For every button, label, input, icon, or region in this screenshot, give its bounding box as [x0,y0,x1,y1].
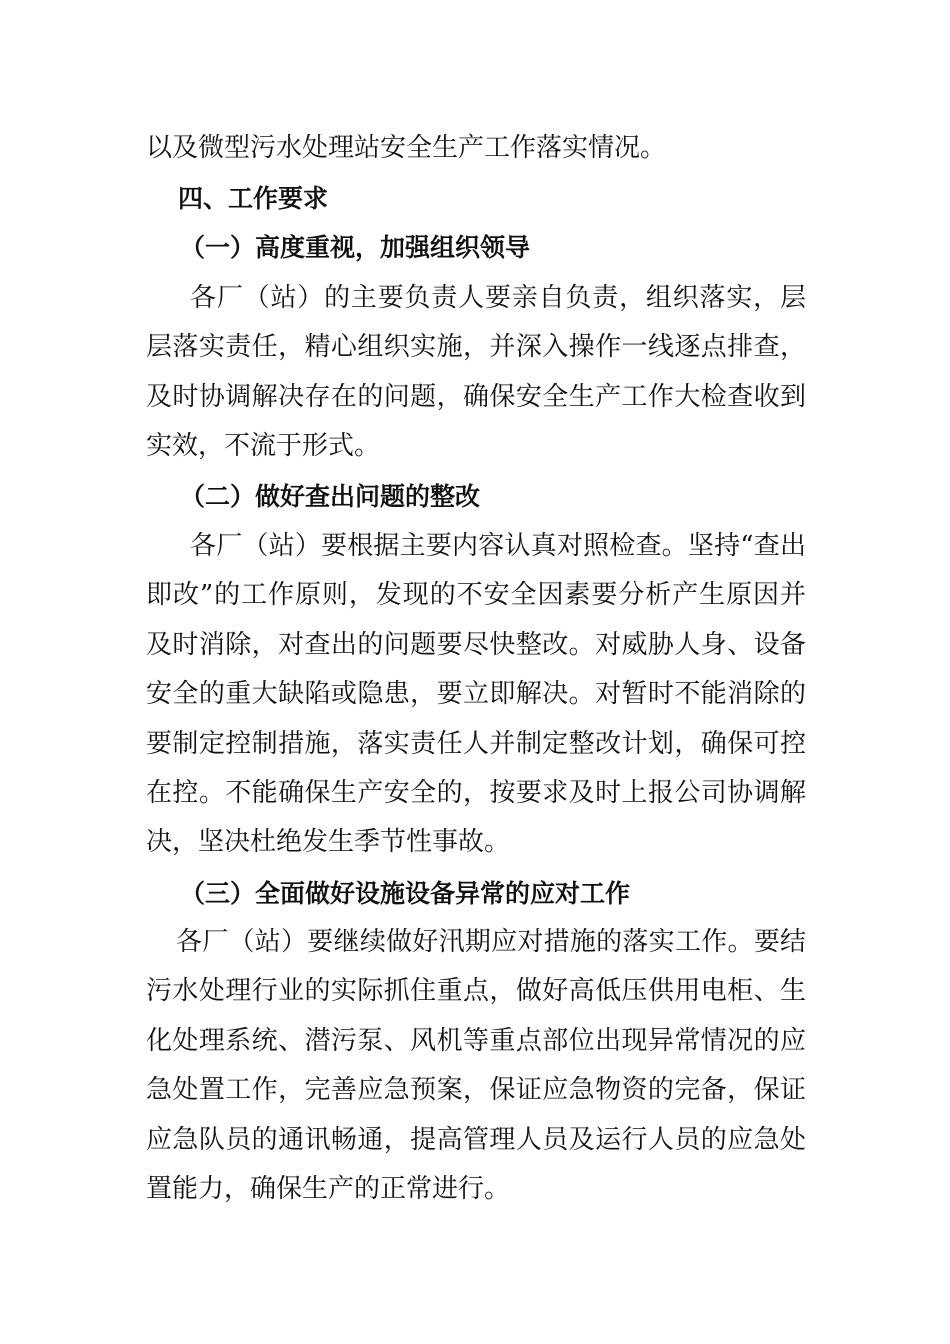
subsection-1-paragraph: 各厂（站）的主要负责人要亲自负责，组织落实，层层落实责任，精心组织实施，并深入操作一线逐点排查，及时协调解决存在的问题，确保安全生产工作大检查收到实效，不流于形式。 [146,283,806,462]
intro-paragraph: 以及微型污水处理站安全生产工作落实情况。 [146,133,667,163]
subsection-3-heading: （三）全面做好设施设备异常的应对工作 [180,879,631,908]
subsection-2-heading: （二）做好查出问题的整改 [180,482,481,511]
section-heading: 四、工作要求 [178,184,329,213]
subsection-3-paragraph: 各厂（站）要继续做好汛期应对措施的落实工作。要结污水处理行业的实际抓住重点，做好高低压供用电柜、生化处理系统、潜污泵、风机等重点部位出现异常情况的应急处置工作，完善应急预案，保证应急物资的完备，保证应急队员的通讯畅通，提高管理人员及运行人员的应急处置能力，确保生产的正常进行。 [146,927,806,1205]
subsection-2-paragraph: 各厂（站）要根据主要内容认真对照检查。坚持“查出即改”的工作原则，发现的不安全因素要分析产生原因并及时消除，对查出的问题要尽快整改。对威胁人身、设备安全的重大缺陷或隐患，要立即解决。对暂时不能消除的要制定控制措施，落实责任人并制定整改计划，确保可控在控。不能确保生产安全的，按要求及时上报公司协调解决，坚决杜绝发生季节性事故。 [146,531,806,858]
subsection-1-heading: （一）高度重视，加强组织领导 [180,233,531,262]
